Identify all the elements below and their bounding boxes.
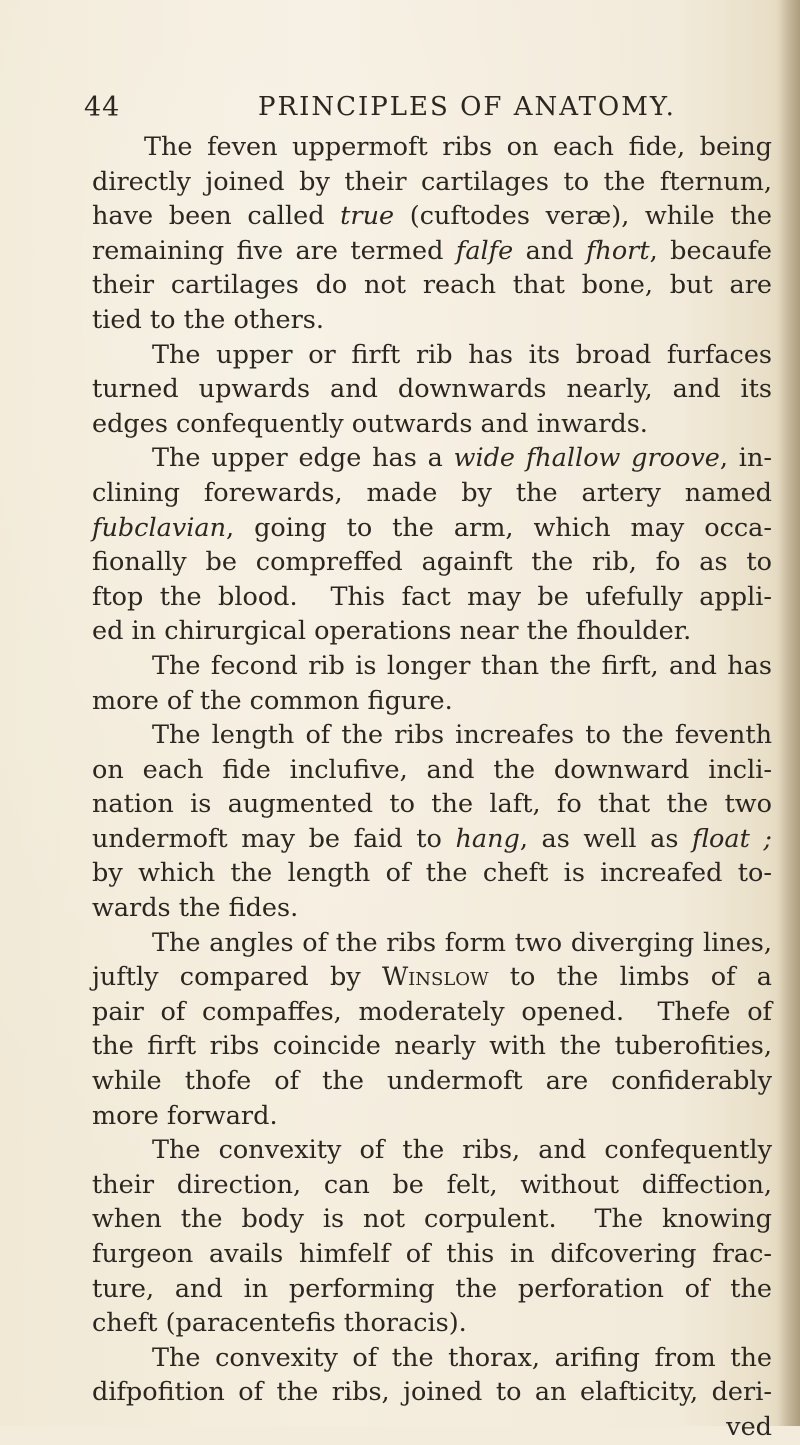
text-segment: The length of the ribs increafes to the feventh — [152, 720, 772, 751]
text-line — [92, 1272, 772, 1307]
text-segment: directly joined by their cartilages to the fternum, — [92, 166, 772, 197]
small-caps-text: Winslow — [381, 962, 489, 993]
text-segment: while thofe of the undermoft are confiderably — [92, 1066, 772, 1097]
text-segment: tied to the others. — [92, 304, 324, 335]
text-line — [92, 1029, 772, 1064]
text-segment: cheft (paracentefis thoracis). — [92, 1308, 467, 1339]
text-segment: ftop the blood. This fact may be ufefully appli- — [92, 581, 772, 612]
text-segment: juftly compared by — [92, 962, 382, 993]
text-line — [92, 476, 772, 511]
text-segment: more forward. — [92, 1100, 278, 1131]
page-edge-shadow — [778, 0, 800, 1426]
body-text — [92, 130, 772, 1445]
text-segment: the firft ribs coincide nearly with the tuberofities, — [92, 1031, 772, 1062]
text-line — [92, 1237, 772, 1272]
text-segment: when the body is not corpulent. The knowing — [92, 1204, 772, 1235]
text-line — [92, 856, 772, 891]
italic-text: float ; — [692, 823, 773, 854]
text-line — [92, 545, 772, 580]
text-segment: fionally be compreffed againft the rib, fo as to — [92, 547, 772, 578]
text-line — [92, 303, 772, 338]
italic-text: fhort — [585, 235, 650, 266]
text-line — [92, 1341, 772, 1376]
text-segment: undermoft may be faid to — [92, 823, 456, 854]
text-segment: turned upwards and downwards nearly, and its — [92, 374, 772, 405]
text-segment: , in- — [719, 443, 772, 474]
text-segment: The fecond rib is longer than the firft, and has — [152, 650, 772, 681]
text-line — [92, 580, 772, 615]
text-segment: on each fide inclufive, and the downward incli- — [92, 754, 772, 785]
text-line — [92, 787, 772, 822]
text-line — [92, 1099, 772, 1134]
text-line — [92, 165, 772, 200]
text-segment: by which the length of the cheft is increafed to- — [92, 858, 772, 889]
text-line — [92, 995, 772, 1030]
text-line — [92, 268, 772, 303]
text-segment: more of the common figure. — [92, 685, 453, 716]
page-number: 44 — [84, 92, 121, 123]
text-line — [92, 822, 772, 857]
text-segment: The upper or firft rib has its broad furfaces — [152, 339, 772, 370]
text-segment: The upper edge has a — [152, 443, 454, 474]
text-segment: (cuftodes veræ), while the — [394, 201, 772, 232]
text-segment: remaining five are termed — [92, 235, 456, 266]
text-segment: , as well as — [519, 823, 693, 854]
text-segment: , becaufe — [649, 235, 772, 266]
text-segment: The convexity of the thorax, arifing from the — [152, 1342, 772, 1373]
page-header — [0, 88, 800, 128]
text-segment: ture, and in performing the perforation of the — [92, 1273, 772, 1304]
text-segment: ved — [726, 1411, 772, 1442]
text-segment: to the limbs of a — [488, 962, 772, 993]
text-line — [92, 511, 772, 546]
text-line — [92, 1133, 772, 1168]
text-line — [92, 753, 772, 788]
text-line — [92, 1375, 772, 1410]
text-segment: wards the fides. — [92, 893, 299, 924]
text-line — [92, 1064, 772, 1099]
text-line — [92, 130, 772, 165]
text-line — [92, 234, 772, 269]
text-line — [92, 649, 772, 684]
text-segment: pair of compaffes, moderately opened. Thefe of — [92, 996, 772, 1027]
text-segment: The convexity of the ribs, and confequently — [152, 1135, 772, 1166]
text-segment: their cartilages do not reach that bone, but are — [92, 270, 772, 301]
text-segment: difpofition of the ribs, joined to an elafticity, deri- — [92, 1377, 772, 1408]
text-line — [92, 718, 772, 753]
italic-text: hang — [455, 823, 520, 854]
text-line — [92, 441, 772, 476]
text-line — [92, 1306, 772, 1341]
text-segment: and — [513, 235, 586, 266]
text-line — [92, 338, 772, 373]
running-head: PRINCIPLES OF ANATOMY. — [258, 92, 676, 122]
text-line — [92, 960, 772, 995]
italic-text: true — [340, 201, 395, 232]
text-line — [92, 199, 772, 234]
text-segment: , going to the arm, which may occa- — [226, 512, 772, 543]
text-segment: their direction, can be felt, without diffection, — [92, 1169, 772, 1200]
text-line — [92, 684, 772, 719]
text-line — [92, 1202, 772, 1237]
text-segment: The angles of the ribs form two diverging lines, — [152, 927, 772, 958]
text-segment: nation is augmented to the laft, fo that the two — [92, 789, 772, 820]
text-segment: have been called — [92, 201, 341, 232]
italic-text: falfe — [455, 235, 514, 266]
text-line — [92, 614, 772, 649]
italic-text: wide fhallow groove — [453, 443, 720, 474]
text-line — [92, 1410, 772, 1445]
text-segment: The feven uppermoft ribs on each fide, being — [144, 132, 772, 162]
text-line — [92, 372, 772, 407]
text-segment: edges confequently outwards and inwards. — [92, 408, 648, 439]
italic-text: fubclavian — [92, 512, 227, 543]
text-line — [92, 891, 772, 926]
text-segment: clining forewards, made by the artery named — [92, 477, 772, 508]
text-line — [92, 407, 772, 442]
text-segment: ed in chirurgical operations near the fhoulder. — [92, 616, 692, 647]
text-segment: furgeon avails himfelf of this in difcovering frac- — [92, 1239, 772, 1269]
text-line — [92, 926, 772, 961]
text-line — [92, 1168, 772, 1203]
